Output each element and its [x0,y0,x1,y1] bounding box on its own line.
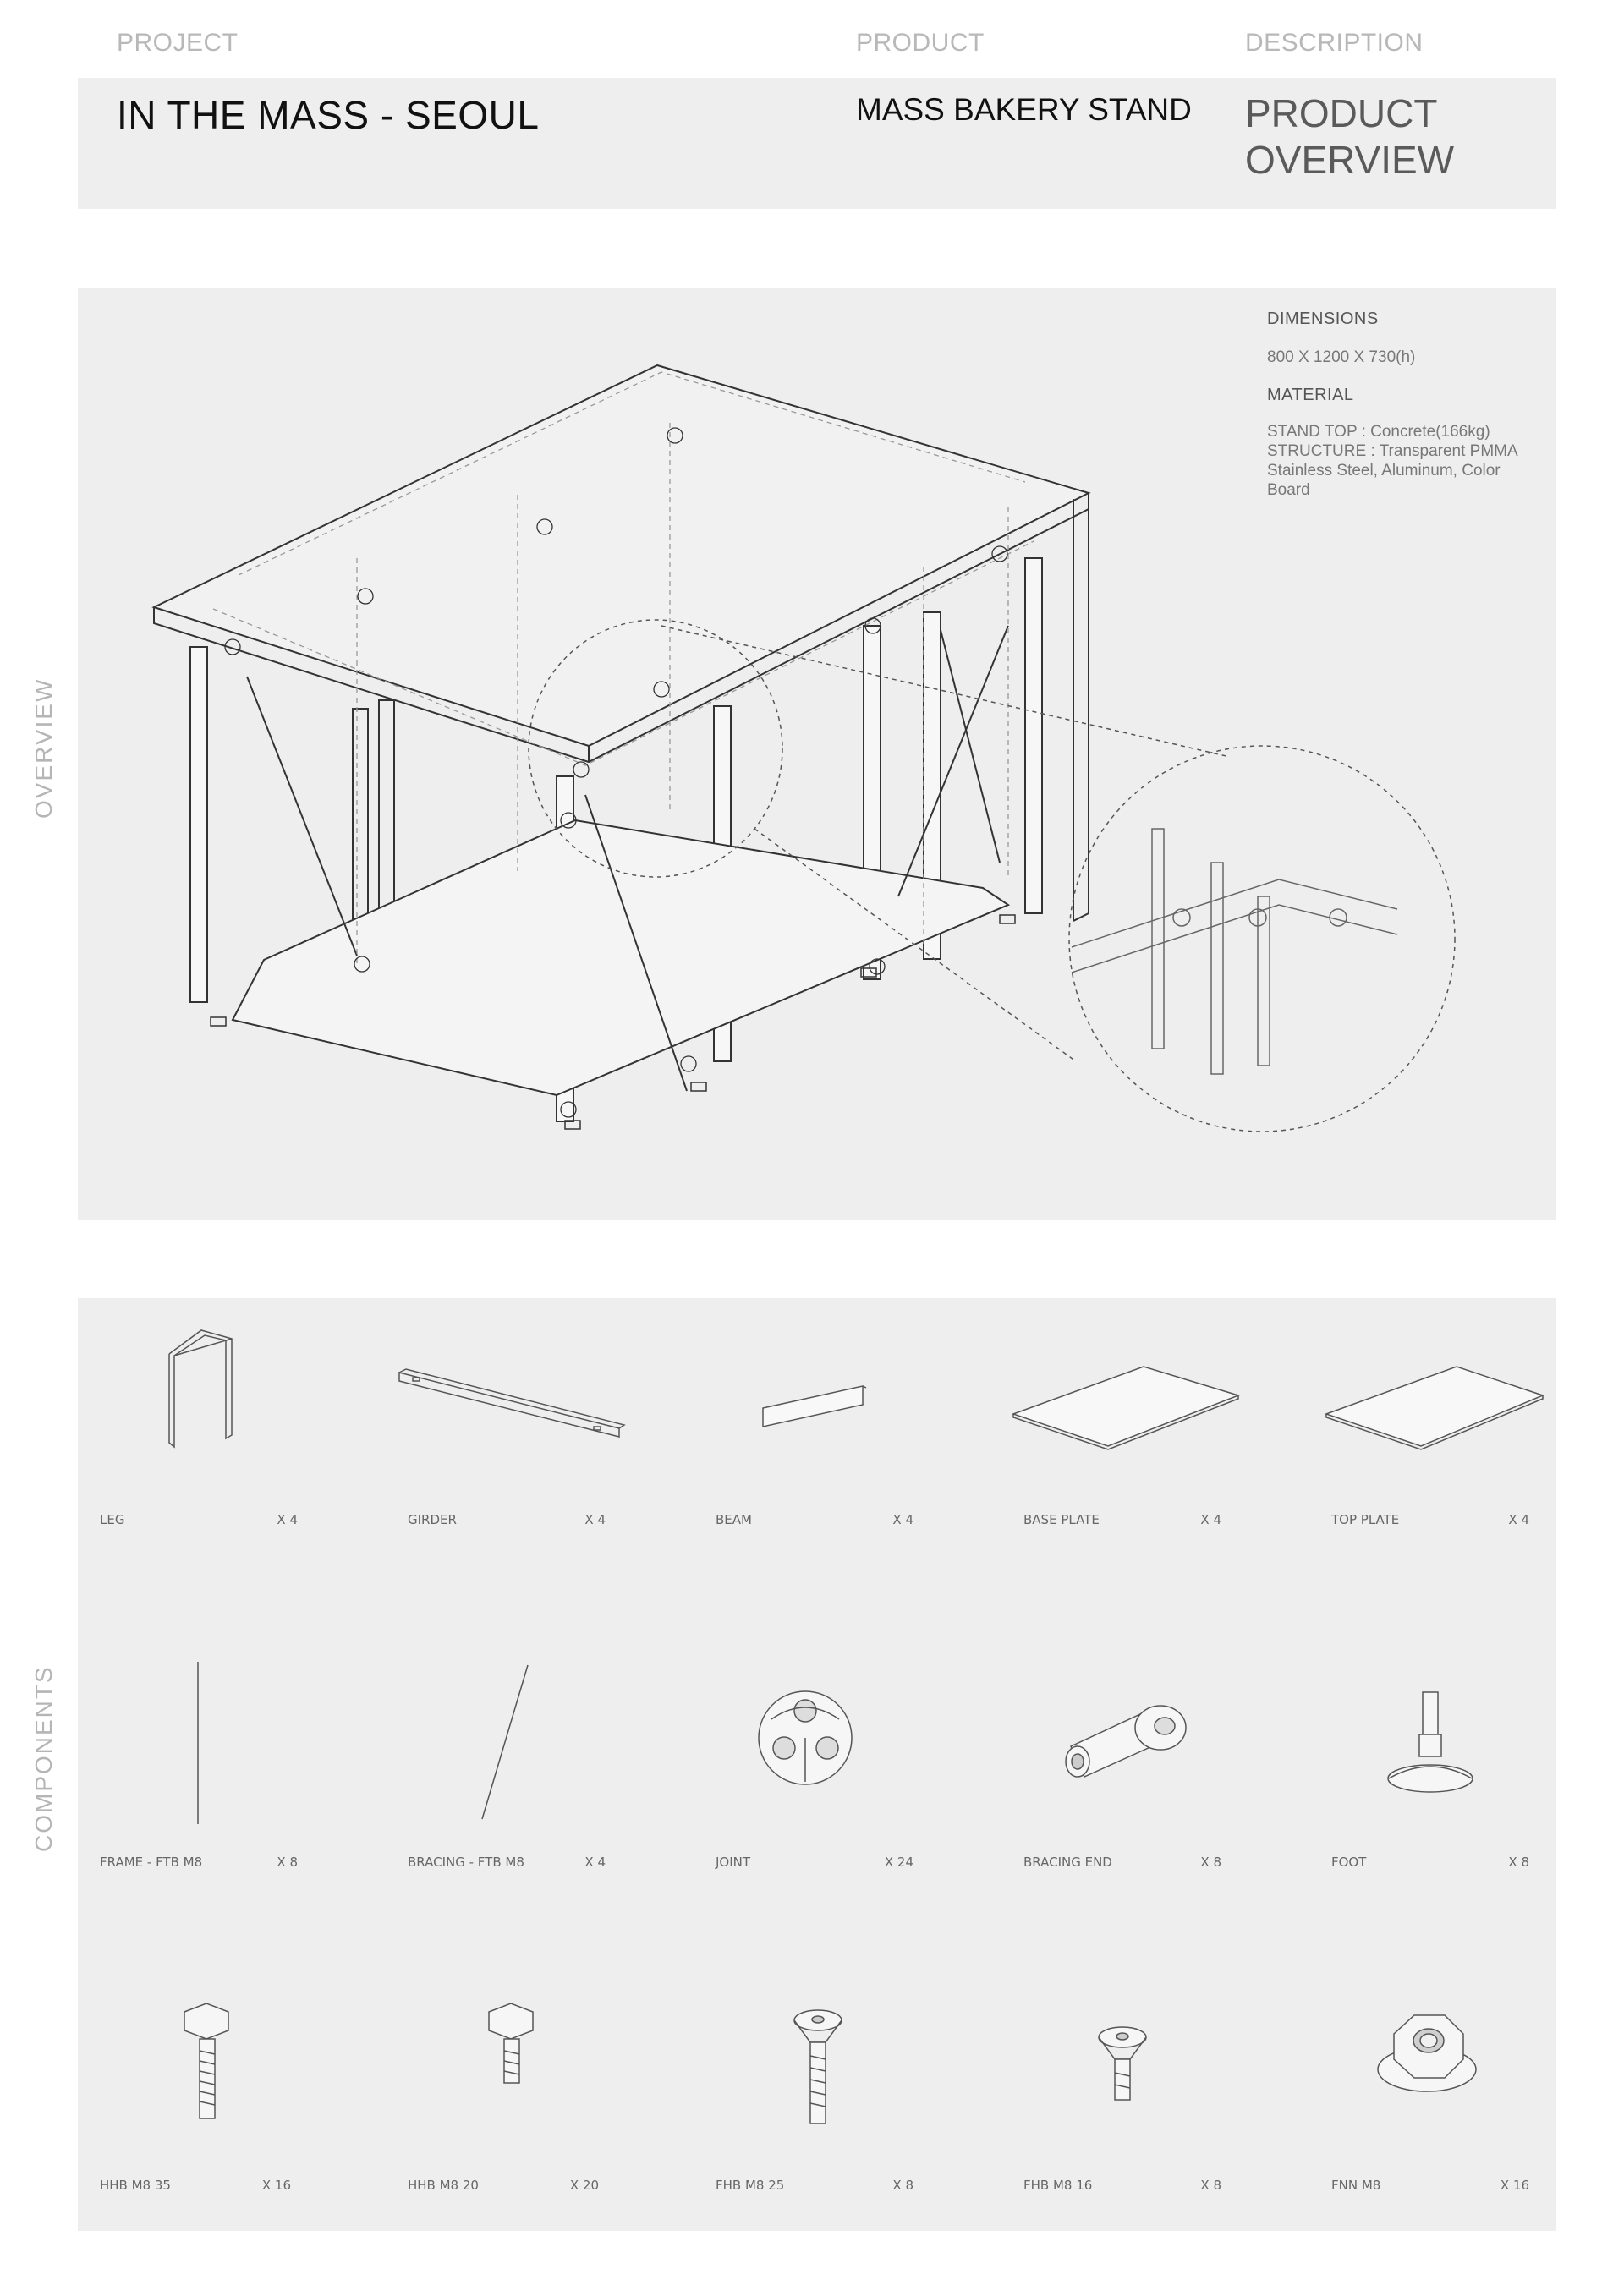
description-label: DESCRIPTION [1245,29,1424,57]
flat-head-bolt-short-icon [1093,2025,1152,2118]
bracing-end-icon [1059,1696,1194,1780]
components-row-3 [78,1949,1556,2228]
components-row-1 [78,1298,1556,1577]
hex-bolt-long-icon [178,2000,237,2127]
description-title: PRODUCT OVERVIEW [1245,91,1455,182]
dimensions-heading: DIMENSIONS [1267,310,1379,328]
component-qty: X 4 [1200,1512,1221,1527]
component-name: GIRDER [408,1512,457,1527]
joint-cube-icon [754,1687,856,1789]
frame-rod-icon [193,1658,203,1827]
component-name: FNN M8 [1331,2178,1381,2193]
component-name: HHB M8 20 [408,2178,479,2193]
component-qty: X 4 [584,1512,606,1527]
component-name: TOP PLATE [1331,1512,1400,1527]
hex-bolt-short-icon [482,2000,541,2093]
component-qty: X 24 [884,1855,914,1870]
dimensions-value: 800 X 1200 X 730(h) [1267,348,1416,366]
component-name: FHB M8 25 [716,2178,785,2193]
component-qty: X 8 [892,2178,914,2193]
component-qty: X 8 [1508,1855,1529,1870]
flat-head-bolt-long-icon [788,2008,848,2135]
component-name: BASE PLATE [1023,1512,1100,1527]
flange-nut-icon [1372,2000,1482,2101]
overview-side-label: OVERVIEW [30,677,57,819]
component-name: FHB M8 16 [1023,2178,1093,2193]
component-qty: X 8 [277,1855,298,1870]
component-qty: X 4 [584,1855,606,1870]
material-line: Stainless Steel, Aluminum, Color [1267,462,1501,479]
component-qty: X 16 [1500,2178,1529,2193]
component-qty: X 20 [569,2178,599,2193]
leveling-foot-icon [1380,1687,1482,1806]
component-name: BRACING END [1023,1855,1112,1870]
top-plate-icon [1321,1362,1558,1455]
component-name: HHB M8 35 [100,2178,171,2193]
component-name: FRAME - FTB M8 [100,1855,203,1870]
components-panel [78,1298,1556,2231]
material-heading: MATERIAL [1267,386,1354,404]
component-name: BEAM [716,1512,752,1527]
leg-icon [154,1329,272,1455]
product-label: PRODUCT [856,29,985,57]
project-label: PROJECT [117,29,239,57]
product-title: MASS BAKERY STAND [856,92,1192,127]
stand-isometric-drawing [78,288,1556,1220]
component-name: LEG [100,1512,125,1527]
bracing-rod-icon [475,1662,535,1822]
component-name: FOOT [1331,1855,1367,1870]
project-title: IN THE MASS - SEOUL [117,93,540,137]
component-name: BRACING - FTB M8 [408,1855,524,1870]
component-qty: X 4 [277,1512,298,1527]
base-plate-icon [1008,1362,1245,1455]
table-top-outline [154,365,1089,762]
components-side-label: COMPONENTS [30,1665,57,1852]
base-plate [233,820,1008,1095]
detail-content [1072,829,1397,1074]
girder-icon [391,1366,628,1450]
header-panel [78,78,1556,209]
material-line: Board [1267,481,1310,499]
component-qty: X 8 [1200,1855,1221,1870]
component-qty: X 4 [1508,1512,1529,1527]
components-row-2 [78,1611,1556,1890]
component-qty: X 4 [892,1512,914,1527]
overview-panel [78,288,1556,1220]
component-qty: X 8 [1200,2178,1221,2193]
top-end-panel [1073,493,1089,921]
beam-icon [754,1383,873,1442]
material-line: STAND TOP : Concrete(166kg) [1267,423,1490,441]
component-name: JOINT [716,1855,751,1870]
component-qty: X 16 [261,2178,291,2193]
material-line: STRUCTURE : Transparent PMMA [1267,442,1518,460]
